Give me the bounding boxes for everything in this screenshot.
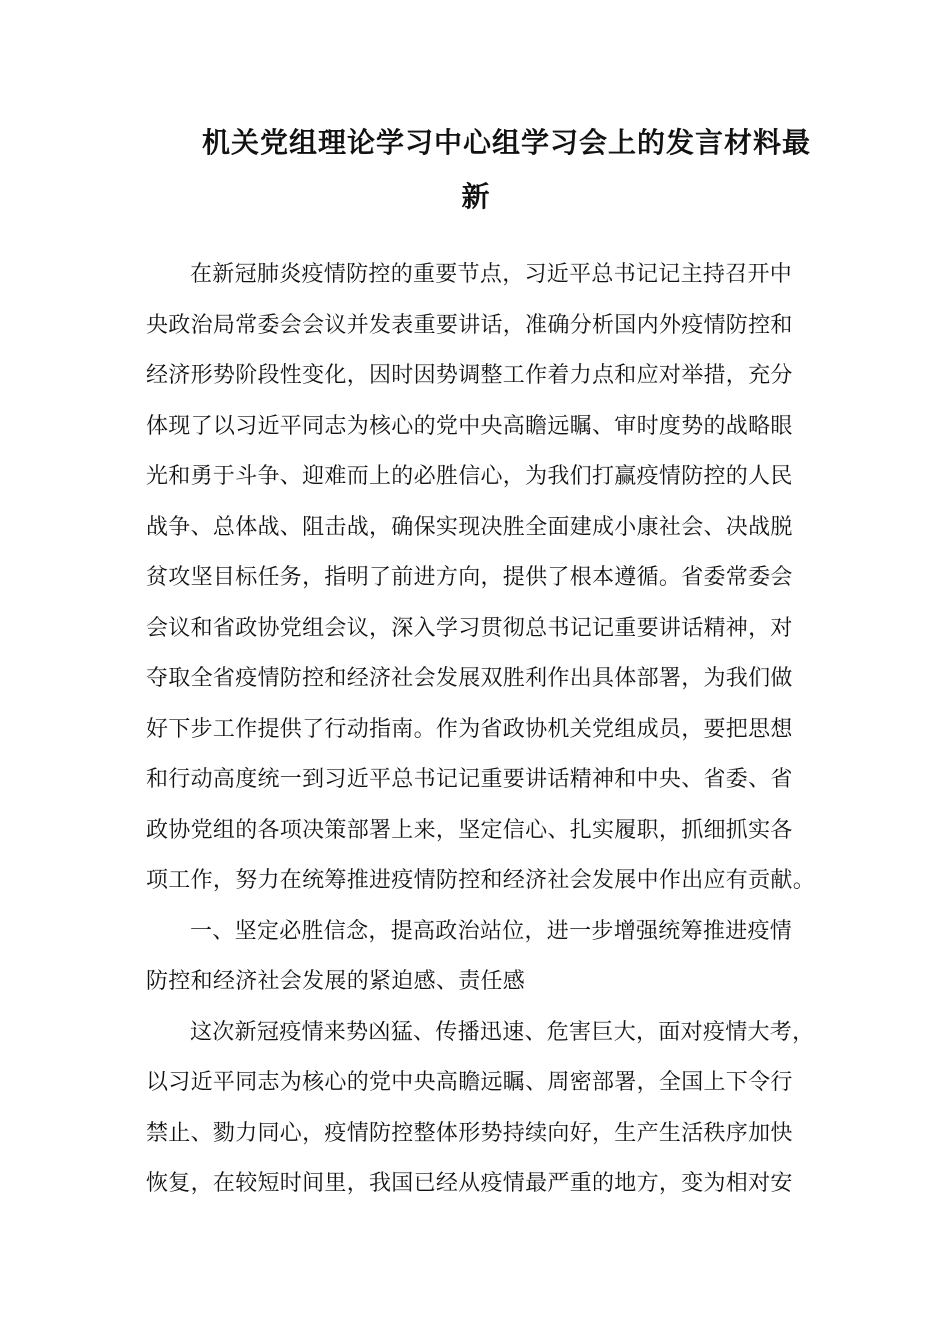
text-line: 光和勇于斗争、迎难而上的必胜信心，为我们打赢疫情防控的人民 — [146, 464, 793, 489]
text-line: 体现了以习近平同志为核心的党中央高瞻远瞩、审时度势的战略眼 — [146, 413, 793, 439]
text-line: 恢复，在较短时间里，我国已经从疫情最严重的地方，变为相对安 — [146, 1171, 793, 1196]
text-line: 这次新冠疫情来势凶猛、传播迅速、危害巨大，面对疫情大考， — [190, 1019, 815, 1045]
text-line: 央政治局常委会会议并发表重要讲话，准确分析国内外疫情防控和 — [146, 312, 793, 338]
text-line: 和行动高度统一到习近平总书记记重要讲话精神和中央、省委、省 — [146, 767, 793, 792]
text-line: 会议和省政协党组会议，深入学习贯彻总书记记重要讲话精神，对 — [146, 615, 793, 641]
text-line: 一、坚定必胜信念，提高政治站位，进一步增强统筹推进疫情 — [190, 918, 793, 944]
body-text — [146, 250, 816, 1210]
text-line: 夺取全省疫情防控和经济社会发展双胜利作出具体部署，为我们做 — [146, 666, 793, 691]
title-line-2: 新 — [461, 180, 491, 213]
text-line: 禁止、勠力同心，疫情防控整体形势持续向好，生产生活秩序加快 — [146, 1120, 793, 1146]
text-line: 在新冠肺炎疫情防控的重要节点，习近平总书记记主持召开中 — [190, 262, 793, 287]
text-line: 项工作，努力在统筹推进疫情防控和经济社会发展中作出应有贡献。 — [146, 868, 816, 893]
text-line: 战争、总体战、阻击战，确保实现决胜全面建成小康社会、决战脱 — [146, 514, 793, 540]
text-line: 政协党组的各项决策部署上来，坚定信心、扎实履职，抓细抓实各 — [146, 817, 793, 843]
text-line: 防控和经济社会发展的紧迫感、责任感 — [146, 969, 526, 994]
text-line: 贫攻坚目标任务，指明了前进方向，提供了根本遵循。省委常委会 — [146, 565, 793, 590]
title-line-1: 机关党组理论学习中心组学习会上的发言材料最 — [202, 126, 812, 159]
page-title — [140, 118, 812, 222]
text-line: 好下步工作提供了行动指南。作为省政协机关党组成员，要把思想 — [146, 716, 793, 742]
text-line: 以习近平同志为核心的党中央高瞻远瞩、周密部署，全国上下令行 — [146, 1070, 793, 1095]
text-line: 经济形势阶段性变化，因时因势调整工作着力点和应对举措，充分 — [146, 363, 793, 388]
